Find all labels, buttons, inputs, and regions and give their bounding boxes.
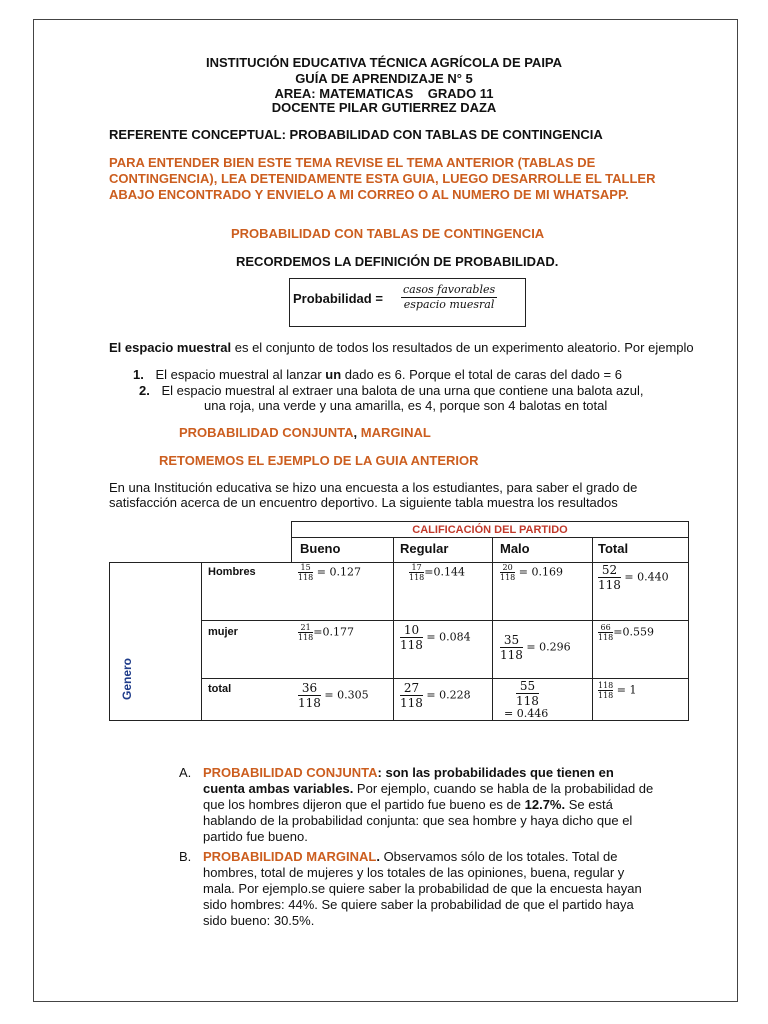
row-label: Hombres <box>208 566 256 578</box>
section-title: PROBABILIDAD CON TABLAS DE CONTINGENCIA <box>231 226 545 241</box>
side-label-genero: Genero <box>120 657 134 700</box>
school-name: INSTITUCIÓN EDUCATIVA TÉCNICA AGRÍCOLA DE PAIPA <box>205 55 563 70</box>
instructions: PARA ENTENDER BIEN ESTE TEMA REVISE EL TEMA ANTERIOR (TABLAS DE CONTINGENCIA), LEA DETENIDAMENTE ESTA GUIA, LUEGO DESARROLLE EL TALLER ABAJO ENCONTRADO Y ENVIELO A MI CORREO O AL NUMERO DE MI WHATSAPP. <box>109 155 656 202</box>
prob-conjunta-marginal-heading: PROBABILIDAD CONJUNTA, MARGINAL <box>179 425 431 440</box>
referente-conceptual: REFERENTE CONCEPTUAL: PROBABILIDAD CON TABLAS DE CONTINGENCIA <box>109 127 603 142</box>
table-cell: $\frac{52}{118} = 0.440$ <box>598 563 669 592</box>
table-cell: $\frac{17}{118}=0.144$ <box>409 563 465 582</box>
formula-denominator: espacio muesral <box>403 298 495 311</box>
table-super-header: CALIFICACIÓN DEL PARTIDO <box>412 524 568 536</box>
table-cell: $\frac{20}{118} = 0.169$ <box>500 563 563 582</box>
section-b-letter: B. <box>179 849 192 864</box>
table-cell: $\frac{66}{118}=0.559$ <box>598 623 654 642</box>
guide-number: GUÍA DE APRENDIZAJE N° 5 <box>295 71 473 86</box>
table-cell: $\frac{36}{118} = 0.305$ <box>298 681 369 710</box>
column-header: Bueno <box>300 541 341 556</box>
table-cell: $\frac{21}{118}=0.177$ <box>298 623 354 642</box>
section-a-body: PROBABILIDAD CONJUNTA: son las probabilidades que tienen en cuenta ambas variables. Por ejemplo, cuando se habla de la probabilidad de que los hombres dijeron que el partido fue bueno es de 12.7%. Se está hablando de la probabilidad conjunta: que sea hombre y haya dicho que el partido fue bueno. <box>203 765 654 844</box>
formula-numerator: casos favorables <box>403 283 496 296</box>
table-cell: $\frac{27}{118} = 0.228$ <box>400 681 471 710</box>
intro-line-2: satisfacción acerca de un encuentro deportivo. La siguiente tabla muestra los resultados <box>109 495 618 510</box>
section-a-letter: A. <box>179 765 192 780</box>
intro-line-1: En una Institución educativa se hizo una encuesta a los estudiantes, para saber el grado de <box>109 480 638 495</box>
recordemos-heading: RECORDEMOS LA DEFINICIÓN DE PROBABILIDAD. <box>236 254 559 269</box>
example-item-2: 2. El espacio muestral al extraer una balota de una urna que contiene una balota azul, <box>139 383 644 398</box>
table-cell: $\frac{15}{118} = 0.127$ <box>298 563 361 582</box>
table-cell: $\frac{10}{118} = 0.084$ <box>400 623 471 652</box>
row-label: mujer <box>208 626 238 638</box>
section-b-body: PROBABILIDAD MARGINAL. Observamos sólo de los totales. Total de hombres, total de mujeres y los totales de las opiniones, buena, regular y mala. Por ejemplo.se quiere saber la probabilidad de que la encuesta hayan sido hombres: 44%. Se quiere saber la probabilidad de que el partido haya sido bueno: 30.5%. <box>203 849 642 928</box>
example-item-1: 1. El espacio muestral al lanzar un dado es 6. Porque el total de caras del dado = 6 <box>133 367 622 382</box>
espacio-muestral-definition: El espacio muestral es el conjunto de todos los resultados de un experimento aleatorio. Por ejemplo <box>109 340 694 355</box>
formula-label: Probabilidad = <box>293 291 383 306</box>
column-header: Regular <box>400 541 449 556</box>
retomemos-heading: RETOMEMOS EL EJEMPLO DE LA GUIA ANTERIOR <box>159 453 479 468</box>
column-header: Total <box>598 541 629 556</box>
table-cell: $\frac{118}{118} = 1$ <box>598 681 637 700</box>
probability-formula <box>289 278 526 327</box>
teacher-name: DOCENTE PILAR GUTIERREZ DAZA <box>271 100 497 115</box>
area-grade: AREA: MATEMATICAS GRADO 11 <box>274 86 494 101</box>
row-label: total <box>208 683 232 695</box>
table-cell: $\frac{55}{118}$ = 0.446 <box>504 679 549 720</box>
column-header: Malo <box>500 541 530 556</box>
example-item-2-cont: una roja, una verde y una amarilla, es 4, porque son 4 balotas en total <box>204 398 608 413</box>
table-cell: $\frac{35}{118} = 0.296$ <box>500 633 571 662</box>
